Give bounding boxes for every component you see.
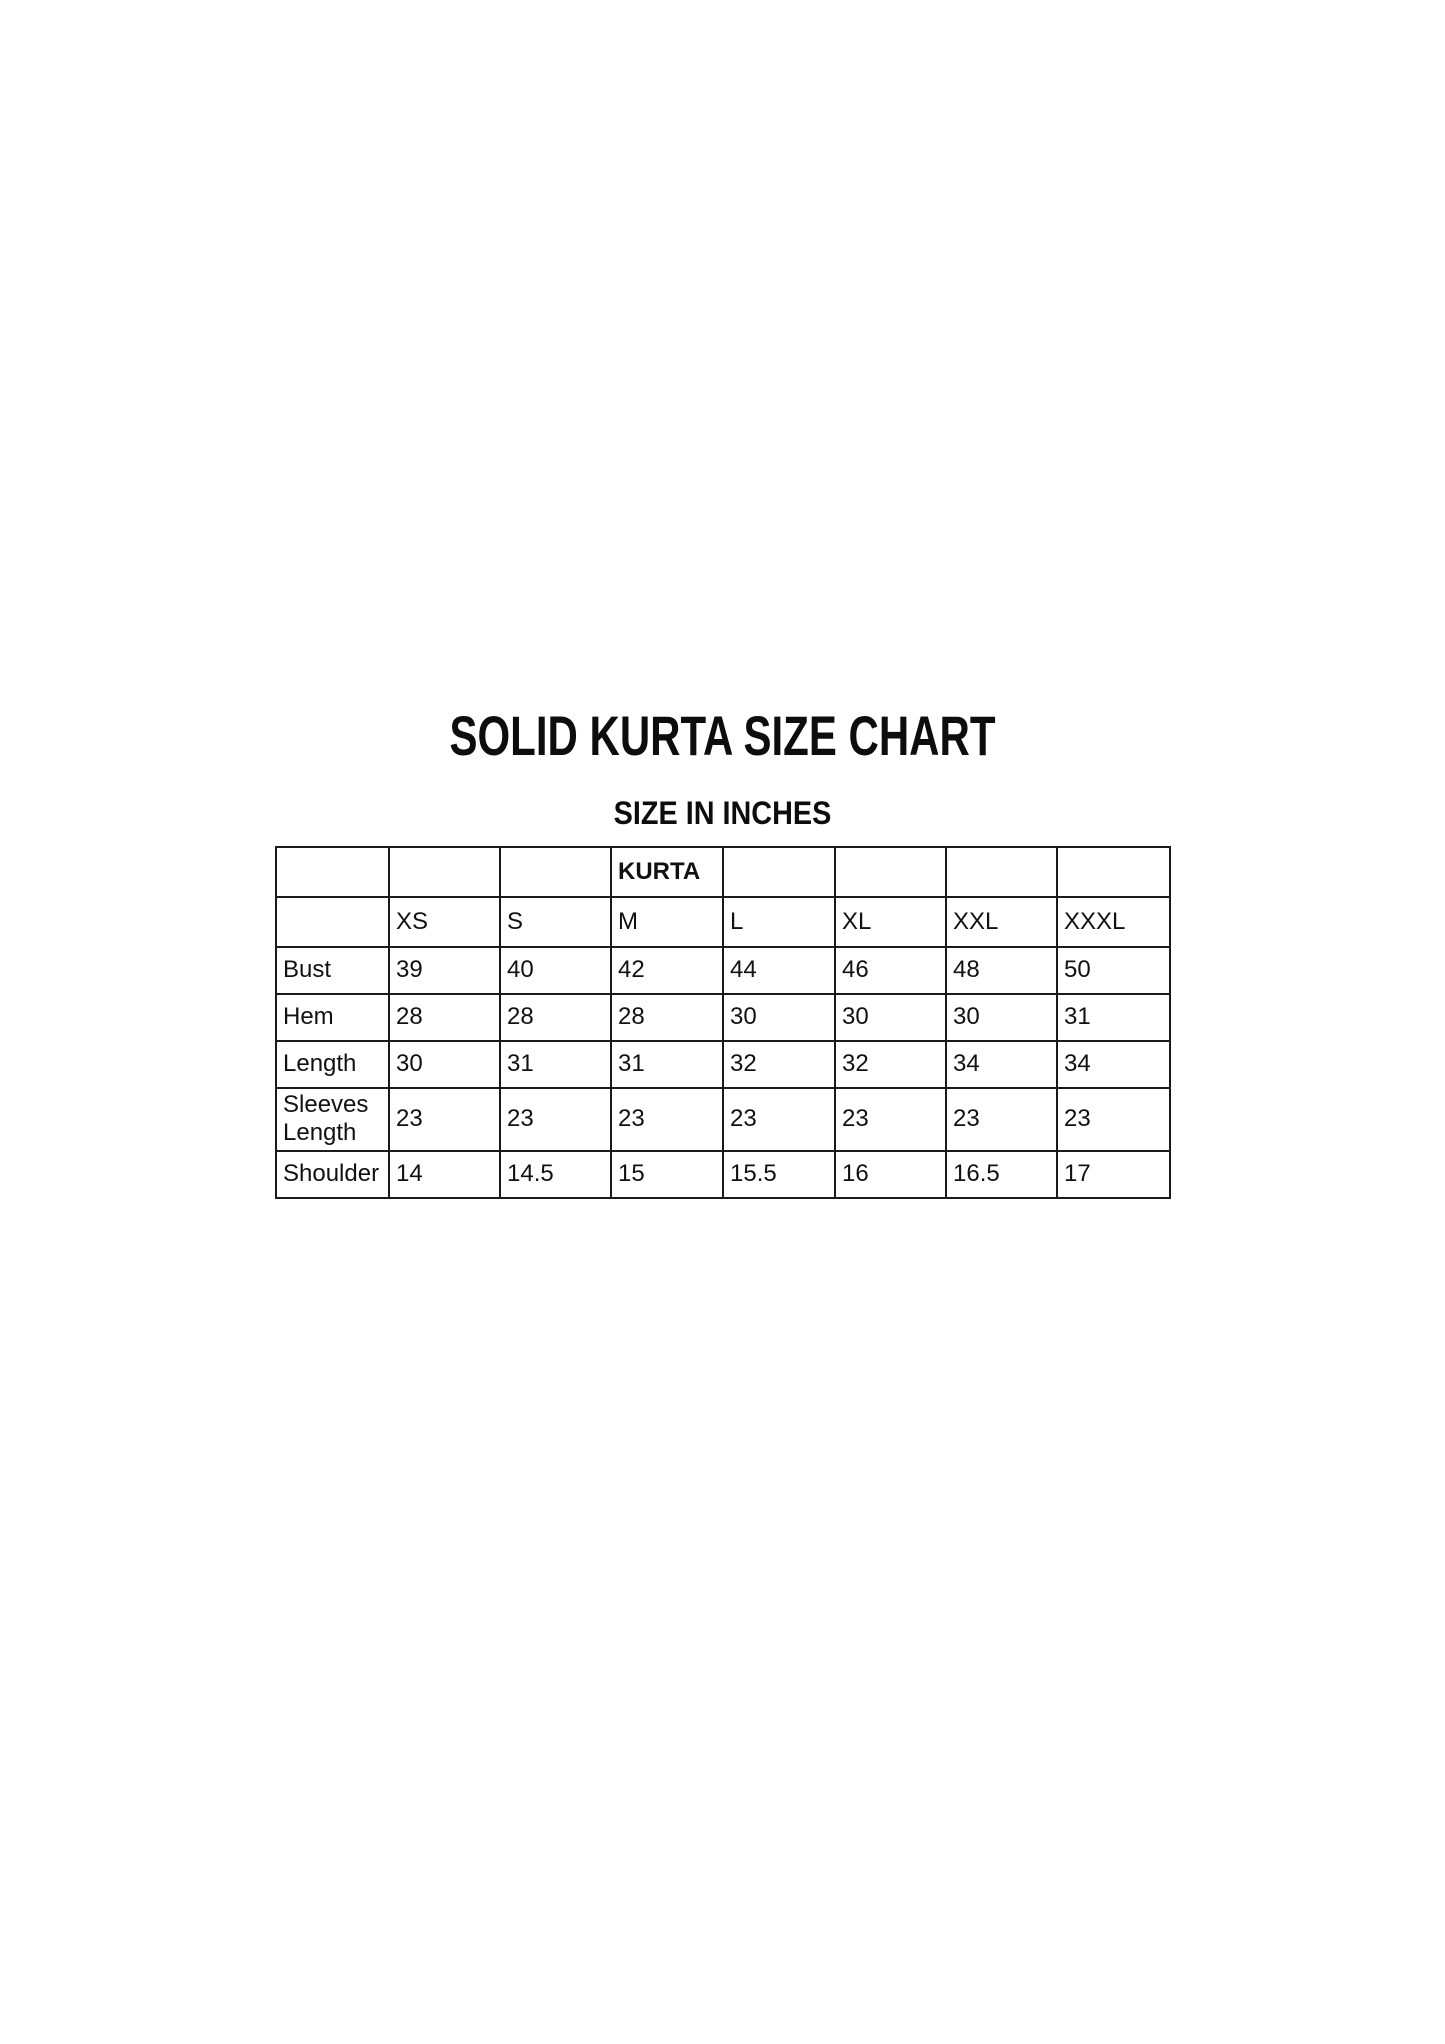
table-row — [276, 1041, 1170, 1088]
size-value-cell: 34 — [946, 1041, 1057, 1088]
size-value-cell: 42 — [611, 947, 723, 994]
size-value-cell: 23 — [500, 1088, 611, 1151]
size-column-header: S — [500, 897, 611, 947]
size-value-cell: 23 — [611, 1088, 723, 1151]
size-column-header: XXL — [946, 897, 1057, 947]
size-value-cell: 28 — [500, 994, 611, 1041]
size-value-cell: 28 — [611, 994, 723, 1041]
row-label: Bust — [276, 947, 389, 994]
row-label: Hem — [276, 994, 389, 1041]
table-row — [276, 947, 1170, 994]
size-value-cell: 30 — [723, 994, 835, 1041]
size-column-header: XL — [835, 897, 946, 947]
size-value-cell: 34 — [1057, 1041, 1170, 1088]
size-value-cell: 23 — [1057, 1088, 1170, 1151]
size-value-cell: 32 — [723, 1041, 835, 1088]
size-column-header: XXXL — [1057, 897, 1170, 947]
size-value-cell: 23 — [723, 1088, 835, 1151]
spacer-cell — [500, 847, 611, 897]
table-row — [276, 1088, 1170, 1151]
size-value-cell: 32 — [835, 1041, 946, 1088]
size-value-cell: 39 — [389, 947, 500, 994]
table-row — [276, 1151, 1170, 1198]
spacer-cell — [946, 847, 1057, 897]
size-value-cell: 23 — [389, 1088, 500, 1151]
group-header-cell: KURTA — [611, 847, 723, 897]
size-value-cell: 31 — [1057, 994, 1170, 1041]
size-value-cell: 44 — [723, 947, 835, 994]
size-value-cell: 30 — [389, 1041, 500, 1088]
row-label: Sleeves Length — [276, 1088, 389, 1151]
size-column-header: L — [723, 897, 835, 947]
table-row — [276, 994, 1170, 1041]
size-value-cell: 15 — [611, 1151, 723, 1198]
size-value-cell: 31 — [611, 1041, 723, 1088]
size-column-header: XS — [389, 897, 500, 947]
size-chart-table — [275, 846, 1171, 1199]
size-value-cell: 28 — [389, 994, 500, 1041]
size-value-cell: 23 — [946, 1088, 1057, 1151]
spacer-cell — [723, 847, 835, 897]
row-label: Length — [276, 1041, 389, 1088]
size-value-cell: 40 — [500, 947, 611, 994]
size-chart-table-body — [276, 847, 1170, 1198]
size-value-cell: 16.5 — [946, 1151, 1057, 1198]
spacer-cell — [276, 847, 389, 897]
size-value-cell: 23 — [835, 1088, 946, 1151]
size-value-cell: 30 — [946, 994, 1057, 1041]
size-value-cell: 48 — [946, 947, 1057, 994]
row-label: Shoulder — [276, 1151, 389, 1198]
page-title: SOLID KURTA SIZE CHART — [449, 704, 996, 767]
spacer-cell — [1057, 847, 1170, 897]
group-header-row — [276, 847, 1170, 897]
size-value-cell: 31 — [500, 1041, 611, 1088]
size-value-cell: 50 — [1057, 947, 1170, 994]
size-value-cell: 17 — [1057, 1151, 1170, 1198]
size-value-cell: 14.5 — [500, 1151, 611, 1198]
size-value-cell: 30 — [835, 994, 946, 1041]
size-value-cell: 16 — [835, 1151, 946, 1198]
size-value-cell: 14 — [389, 1151, 500, 1198]
size-value-cell: 15.5 — [723, 1151, 835, 1198]
spacer-cell — [835, 847, 946, 897]
page-subtitle: SIZE IN INCHES — [613, 795, 832, 831]
spacer-cell — [276, 897, 389, 947]
spacer-cell — [389, 847, 500, 897]
size-column-header: M — [611, 897, 723, 947]
size-header-row — [276, 897, 1170, 947]
size-value-cell: 46 — [835, 947, 946, 994]
